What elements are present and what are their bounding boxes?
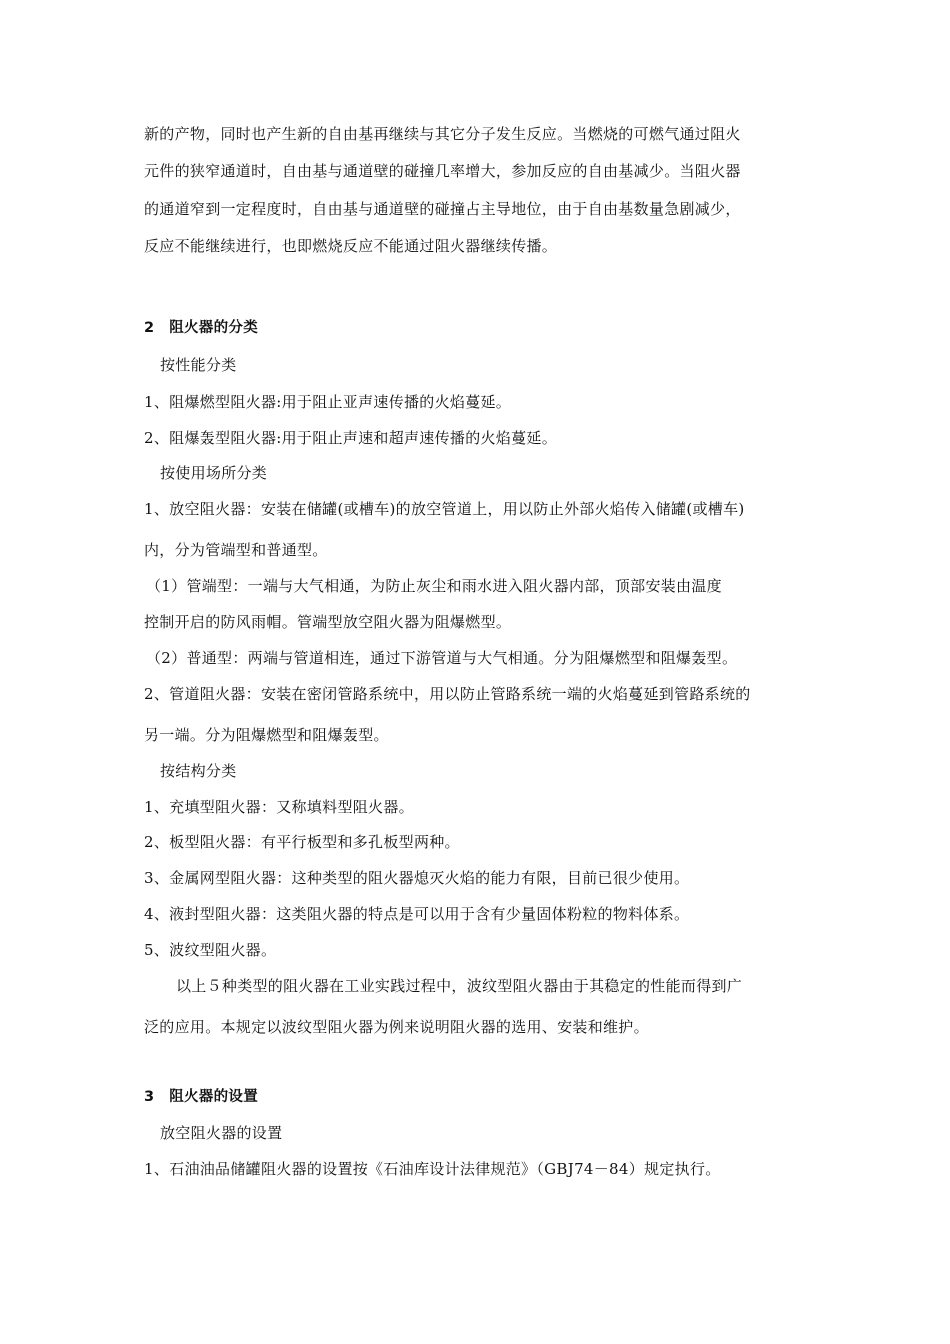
subsection-title: 按使用场所分类 xyxy=(160,464,268,482)
list-item-continuation: 另一端。分为阻爆燃型和阻爆轰型。 xyxy=(144,726,389,744)
list-item: 1、充填型阻火器：又称填料型阻火器。 xyxy=(144,798,414,816)
paragraph-line: 新的产物，同时也产生新的自由基再继续与其它分子发生反应。当燃烧的可燃气通过阻火 xyxy=(144,125,741,143)
sub-list-item-continuation: 控制开启的防风雨帽。管端型放空阻火器为阻爆燃型。 xyxy=(144,613,512,631)
paragraph-line: 泛的应用。本规定以波纹型阻火器为例来说明阻火器的选用、安装和维护。 xyxy=(144,1018,649,1036)
list-item: 4、液封型阻火器：这类阻火器的特点是可以用于含有少量固体粉粒的物料体系。 xyxy=(144,905,690,923)
list-item: 3、金属网型阻火器：这种类型的阻火器熄灭火焰的能力有限，目前已很少使用。 xyxy=(144,869,690,887)
paragraph-line: 以上５种类型的阻火器在工业实践过程中，波纹型阻火器由于其稳定的性能而得到广 xyxy=(176,977,743,995)
sub-list-item: （2）普通型：两端与管道相连，通过下游管道与大气相通。分为阻爆燃型和阻爆轰型。 xyxy=(146,649,738,667)
list-item-continuation: 内，分为管端型和普通型。 xyxy=(144,541,328,559)
paragraph-line: 的通道窄到一定程度时，自由基与通道壁的碰撞占主导地位，由于自由基数量急剧减少， xyxy=(144,200,741,218)
list-item: 5、波纹型阻火器。 xyxy=(144,941,277,959)
paragraph-line: 元件的狭窄通道时，自由基与通道壁的碰撞几率增大，参加反应的自由基减少。当阻火器 xyxy=(144,162,741,180)
list-item: 1、石油油品储罐阻火器的设置按《石油库设计法律规范》（GBJ74－84）规定执行。 xyxy=(144,1160,721,1178)
list-item: 2、阻爆轰型阻火器:用于阻止声速和超声速传播的火焰蔓延。 xyxy=(144,429,557,447)
list-item: 1、放空阻火器：安装在储罐(或槽车)的放空管道上，用以防止外部火焰传入储罐(或槽车) xyxy=(144,500,745,518)
list-item: 2、管道阻火器：安装在密闭管路系统中，用以防止管路系统一端的火焰蔓延到管路系统的 xyxy=(144,685,751,703)
subsection-title: 按性能分类 xyxy=(160,356,237,374)
list-item: 2、板型阻火器：有平行板型和多孔板型两种。 xyxy=(144,833,460,851)
section-heading: 2 阻火器的分类 xyxy=(144,320,258,336)
sub-list-item: （1）管端型：一端与大气相通，为防止灰尘和雨水进入阻火器内部，顶部安装由温度 xyxy=(146,577,722,595)
subsection-title: 放空阻火器的设置 xyxy=(160,1124,283,1142)
section-heading: 3 阻火器的设置 xyxy=(144,1089,258,1105)
list-item: 1、阻爆燃型阻火器:用于阻止亚声速传播的火焰蔓延。 xyxy=(144,393,512,411)
subsection-title: 按结构分类 xyxy=(160,762,237,780)
paragraph-line: 反应不能继续进行，也即燃烧反应不能通过阻火器继续传播。 xyxy=(144,237,558,255)
